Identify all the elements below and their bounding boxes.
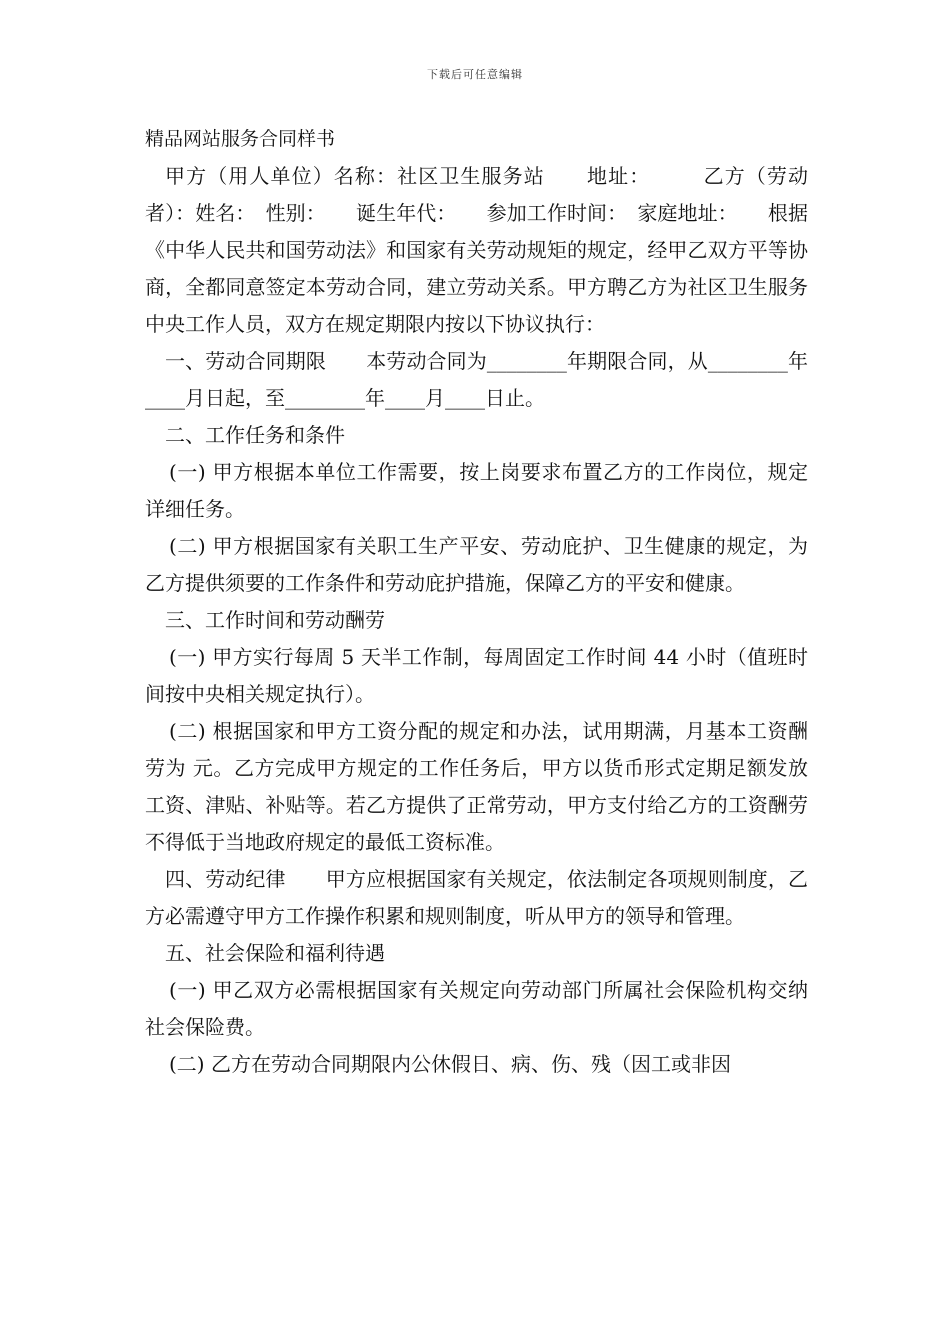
heading-section-3: 三、工作时间和劳动酬劳 xyxy=(165,608,385,632)
paragraph-2-2: (二) 甲方根据国家有关职工生产平安、劳动庇护、卫生健康的规定，为乙方提供须要的工作条件和劳动庇护措施，保障乙方的平安和健康。 xyxy=(145,534,808,595)
paragraph-3-2: (二) 根据国家和甲方工资分配的规定和办法，试用期满，月基本工资酬劳为 元。乙方完成甲方规定的工作任务后，甲方以货币形式定期足额发放工资、津贴、补贴等。若乙方提供了正常劳动，甲方支付给乙方的工资酬劳不得低于当地政府规定的最低工资标准。 xyxy=(145,719,808,854)
document-body xyxy=(145,121,808,1083)
paragraph-5-2: (二) 乙方在劳动合同期限内公休假日、病、伤、残（因工或非因 xyxy=(169,1052,731,1076)
paragraph-section-4: 四、劳动纪律 甲方应根据国家有关规定，依法制定各项规则制度，乙方必需遵守甲方工作操作积累和规则制度，听从甲方的领导和管理。 xyxy=(145,867,808,928)
heading-section-2: 二、工作任务和条件 xyxy=(165,423,345,447)
paragraph-3-1: (一) 甲方实行每周 5 天半工作制，每周固定工作时间 44 小时（值班时间按中央相关规定执行）。 xyxy=(145,645,808,706)
document-title: 精品网站服务合同样书 xyxy=(145,128,336,150)
paragraph-5-1: (一) 甲乙双方必需根据国家有关规定向劳动部门所属社会保险机构交纳社会保险费。 xyxy=(145,978,808,1039)
paragraph-2-1: (一) 甲方根据本单位工作需要，按上岗要求布置乙方的工作岗位，规定详细任务。 xyxy=(145,460,808,521)
paragraph-section-1: 一、劳动合同期限 本劳动合同为________年期限合同，从________年____月日起，至________年____月____日止。 xyxy=(145,349,808,410)
paragraph-parties: 甲方（用人单位）名称：社区卫生服务站 地址： 乙方（劳动者）：姓名： 性别： 诞生年代： 参加工作时间： 家庭地址： 根据《中华人民共和国劳动法》和国家有关劳动规矩的规定，经甲乙双方平等协商，全都同意签定本劳动合同，建立劳动关系。甲方聘乙方为社区卫生服务中央工作人员，双方在规定期限内按以下协议执行： xyxy=(145,164,808,336)
heading-section-5: 五、社会保险和福利待遇 xyxy=(165,941,385,965)
page-header: 下载后可任意编辑 xyxy=(427,68,523,81)
